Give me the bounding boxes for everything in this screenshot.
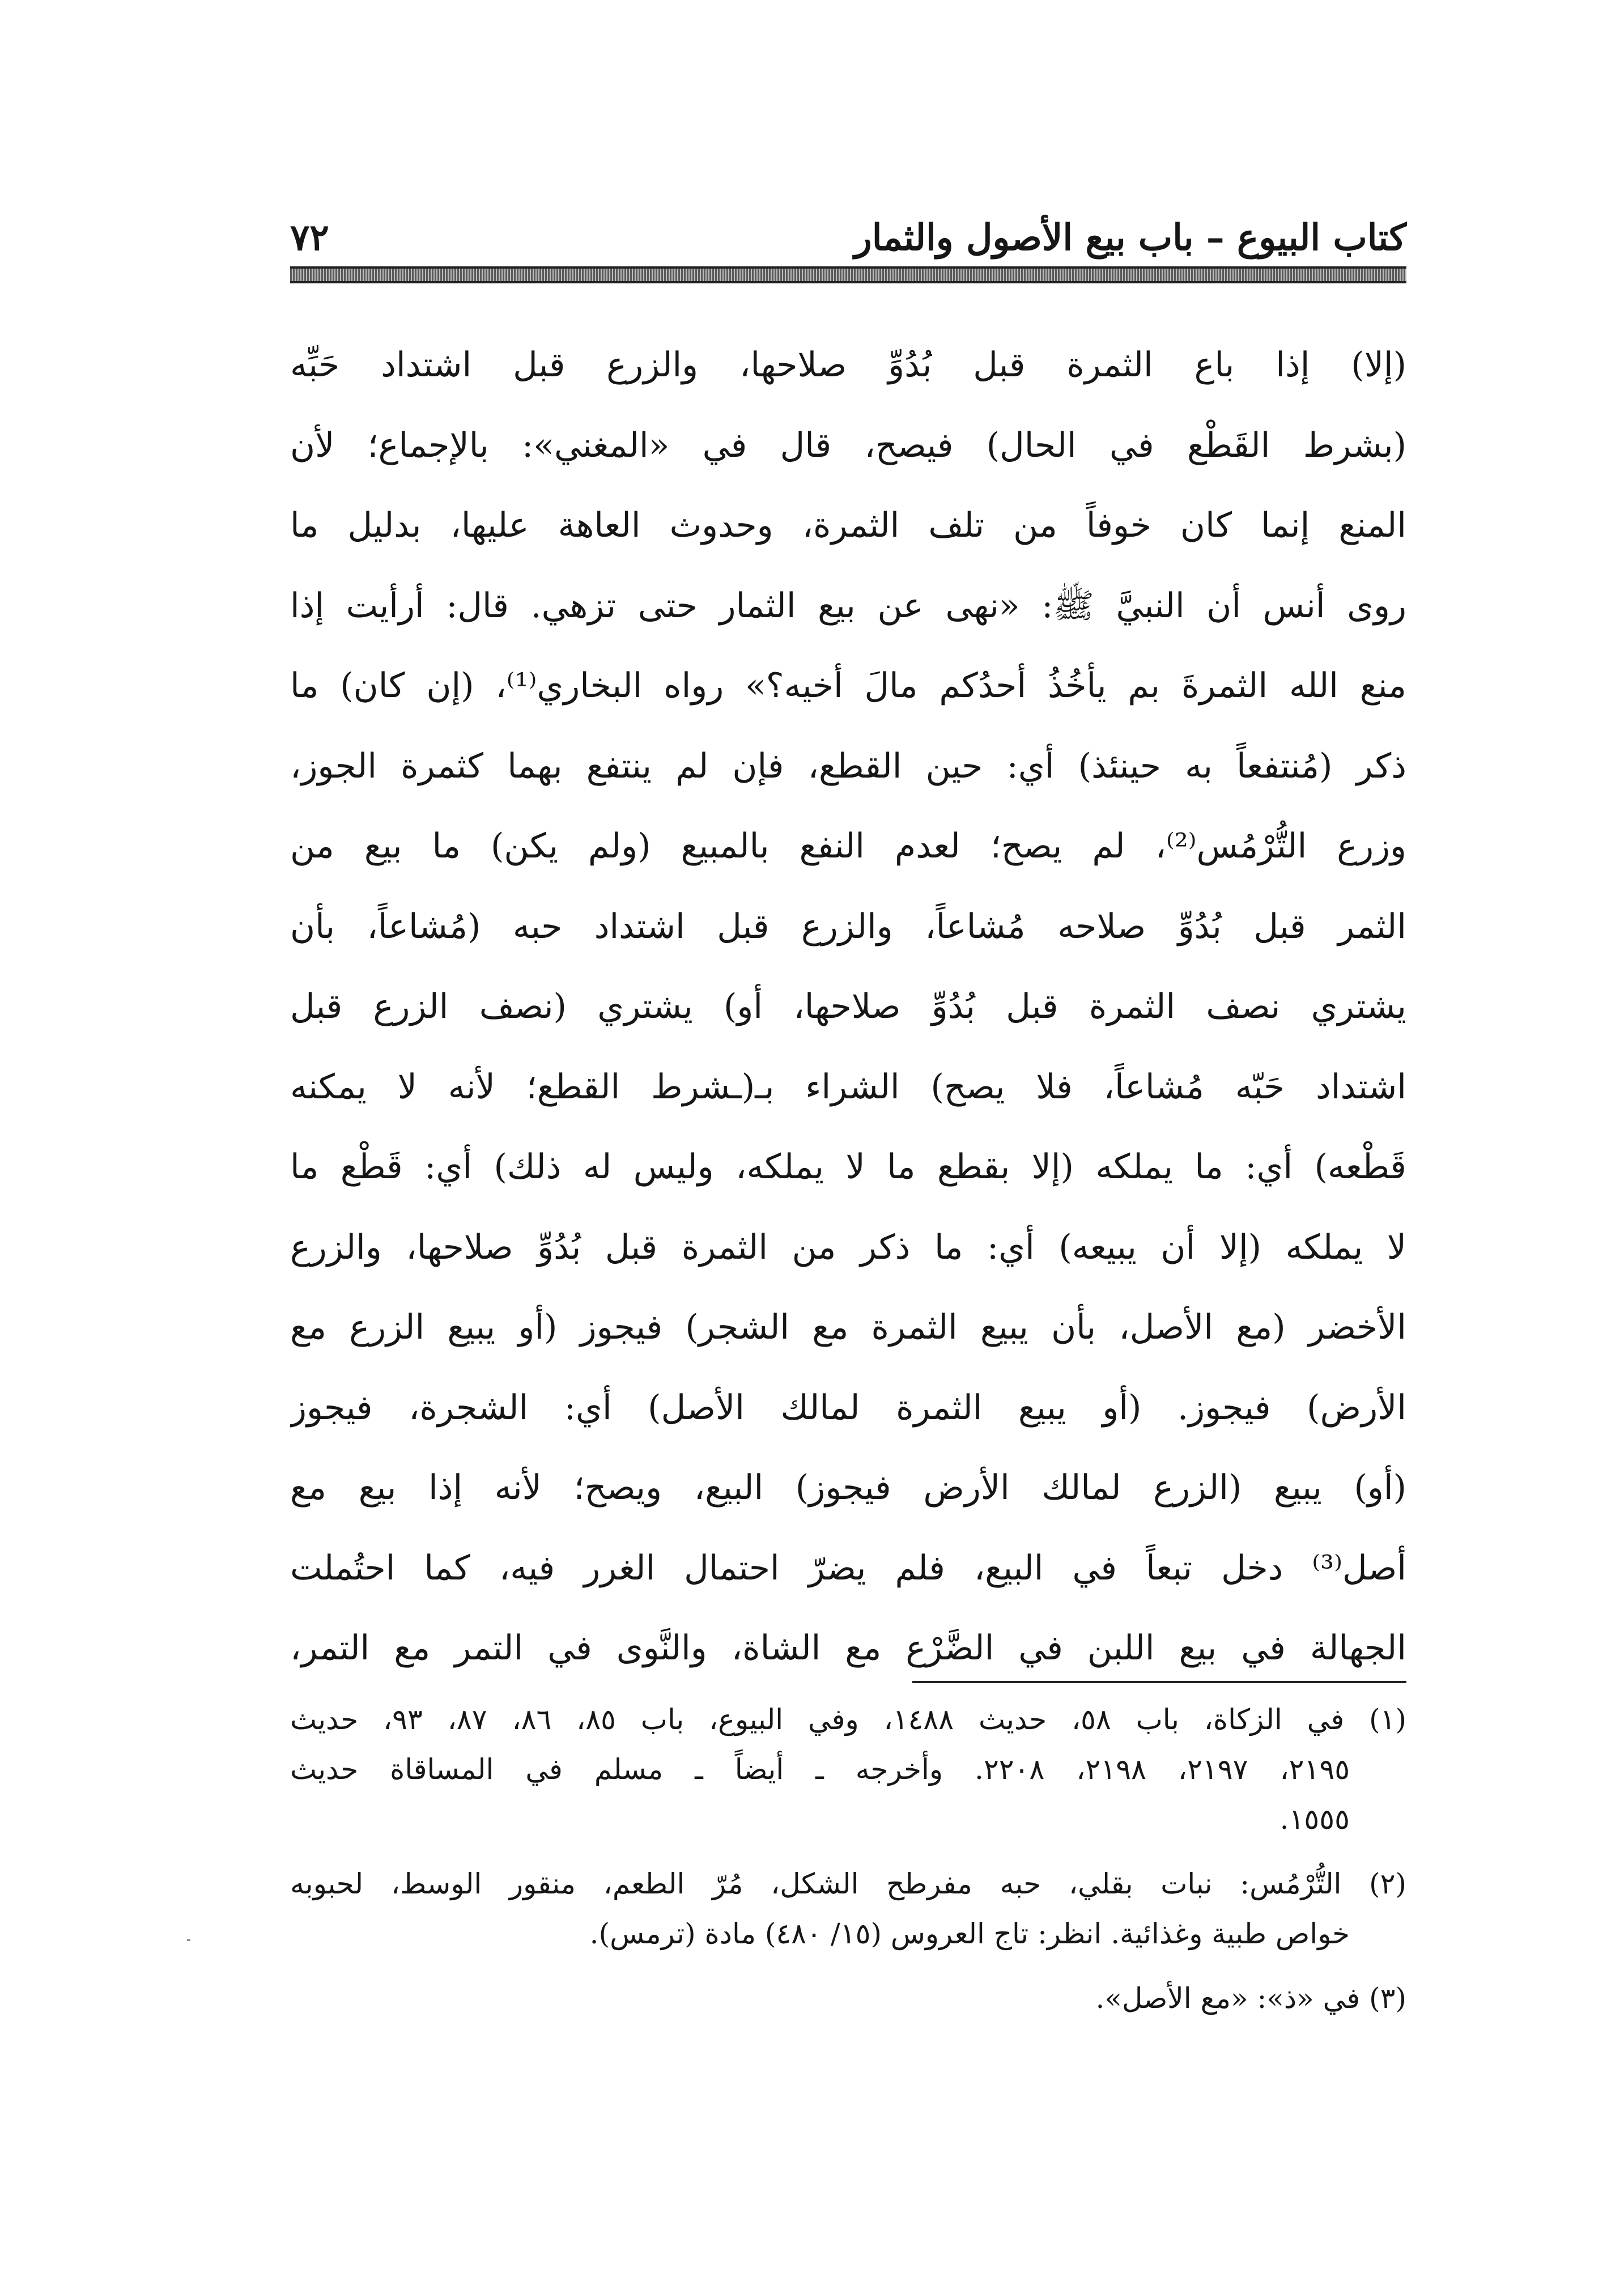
- text-line: الجهالة في بيع اللبن في الضَّرْع مع الشاة، والنَّوى في التمر مع التمر،: [290, 1628, 1406, 1668]
- text-line: الأخضر (مع الأصل، بأن يبيع الثمرة مع الشجر) فيجوز (أو يبيع الزرع مع: [290, 1307, 1406, 1347]
- text-line: روى أنس أن النبيَّ ﷺ: «نهى عن بيع الثمار حتى تزهي. قال: أرأيت إذا: [290, 585, 1406, 626]
- running-title: كتاب البيوع – باب بيع الأصول والثمار: [854, 216, 1406, 259]
- footnote-2: [290, 1859, 1406, 1959]
- text-line: (أو) يبيع (الزرع لمالك الأرض فيجوز) البيع، ويصح؛ لأنه إذا بيع مع: [290, 1468, 1406, 1508]
- footnotes: [290, 1695, 1406, 2038]
- text-line: (إلا) إذا باع الثمرة قبل بُدُوِّ صلاحها، والزرع قبل اشتداد حَبِّه: [290, 345, 1406, 385]
- text-line: يشتري نصف الثمرة قبل بُدُوِّ صلاحها، أو) يشتري (نصف الزرع قبل: [290, 987, 1406, 1026]
- text-line: لا يملكه (إلا أن يبيعه) أي: ما ذكر من الثمرة قبل بُدُوِّ صلاحها، والزرع: [290, 1227, 1406, 1267]
- footnote-line: ١٥٥٥.: [1279, 1803, 1350, 1836]
- text-line: الأرض) فيجوز. (أو يبيع الثمرة لمالك الأصل) أي: الشجرة، فيجوز: [290, 1387, 1406, 1428]
- text-line: منع الله الثمرةَ بم يأخُذُ أحدُكم مالَ أخيه؟» رواه البخاري⁽¹⁾، (إن كان) ما: [290, 666, 1406, 706]
- page-number: ٧٢: [290, 216, 329, 259]
- scan-speck: [187, 1939, 190, 1941]
- text-line: قَطْعه) أي: ما يملكه (إلا بقطع ما لا يملكه، وليس له ذلك) أي: قَطْع ما: [290, 1147, 1406, 1187]
- text-line: وزرع التُّرْمُس⁽²⁾، لم يصح؛ لعدم النفع بالمبيع (ولم يكن) ما بيع من: [290, 826, 1406, 866]
- text-line: أصل⁽³⁾ دخل تبعاً في البيع، فلم يضرّ احتمال الغرر فيه، كما احتُملت: [290, 1548, 1406, 1588]
- header-rule: [290, 266, 1406, 283]
- text-line: المنع إنما كان خوفاً من تلف الثمرة، وحدوث العاهة عليها، بدليل ما: [290, 506, 1406, 545]
- footnote-1: [290, 1695, 1406, 1844]
- text-line: ذكر (مُنتفعاً به حينئذ) أي: حين القطع، فإن لم ينتفع بهما كثمرة الجوز،: [290, 746, 1406, 786]
- footnote-line: (٢) التُّرْمُس: نبات بقلي، حبه مفرطح الشكل، مُرّ الطعم، منقور الوسط، لحبوبه: [290, 1867, 1406, 1900]
- footnote-line: خواص طبية وغذائية. انظر: تاج العروس (١٥/ ٤٨٠) مادة (ترمس).: [589, 1917, 1350, 1950]
- text-line: اشتداد حَبّه مُشاعاً، فلا يصح) الشراء بـ(ـشرط القطع؛ لأنه لا يمكنه: [290, 1067, 1406, 1107]
- footnote-3: [290, 1973, 1406, 2023]
- footnote-line: (١) في الزكاة، باب ٥٨، حديث ١٤٨٨، وفي البيوع، باب ٨٥، ٨٦، ٨٧، ٩٣، حديث: [290, 1703, 1406, 1736]
- main-text: [290, 325, 1406, 1689]
- page-header: [290, 213, 1406, 259]
- text-line: (بشرط القَطْع في الحال) فيصح، قال في «المغني»: بالإجماع؛ لأن: [290, 425, 1406, 465]
- footnote-separator: [912, 1681, 1406, 1683]
- footnote-line: ٢١٩٥، ٢١٩٧، ٢١٩٨، ٢٢٠٨. وأخرجه ـ أيضاً ـ مسلم في المساقاة حديث: [290, 1753, 1350, 1786]
- text-line: الثمر قبل بُدُوِّ صلاحه مُشاعاً، والزرع قبل اشتداد حبه (مُشاعاً، بأن: [290, 906, 1406, 946]
- footnote-line: (٣) في «ذ»: «مع الأصل».: [1095, 1982, 1406, 2015]
